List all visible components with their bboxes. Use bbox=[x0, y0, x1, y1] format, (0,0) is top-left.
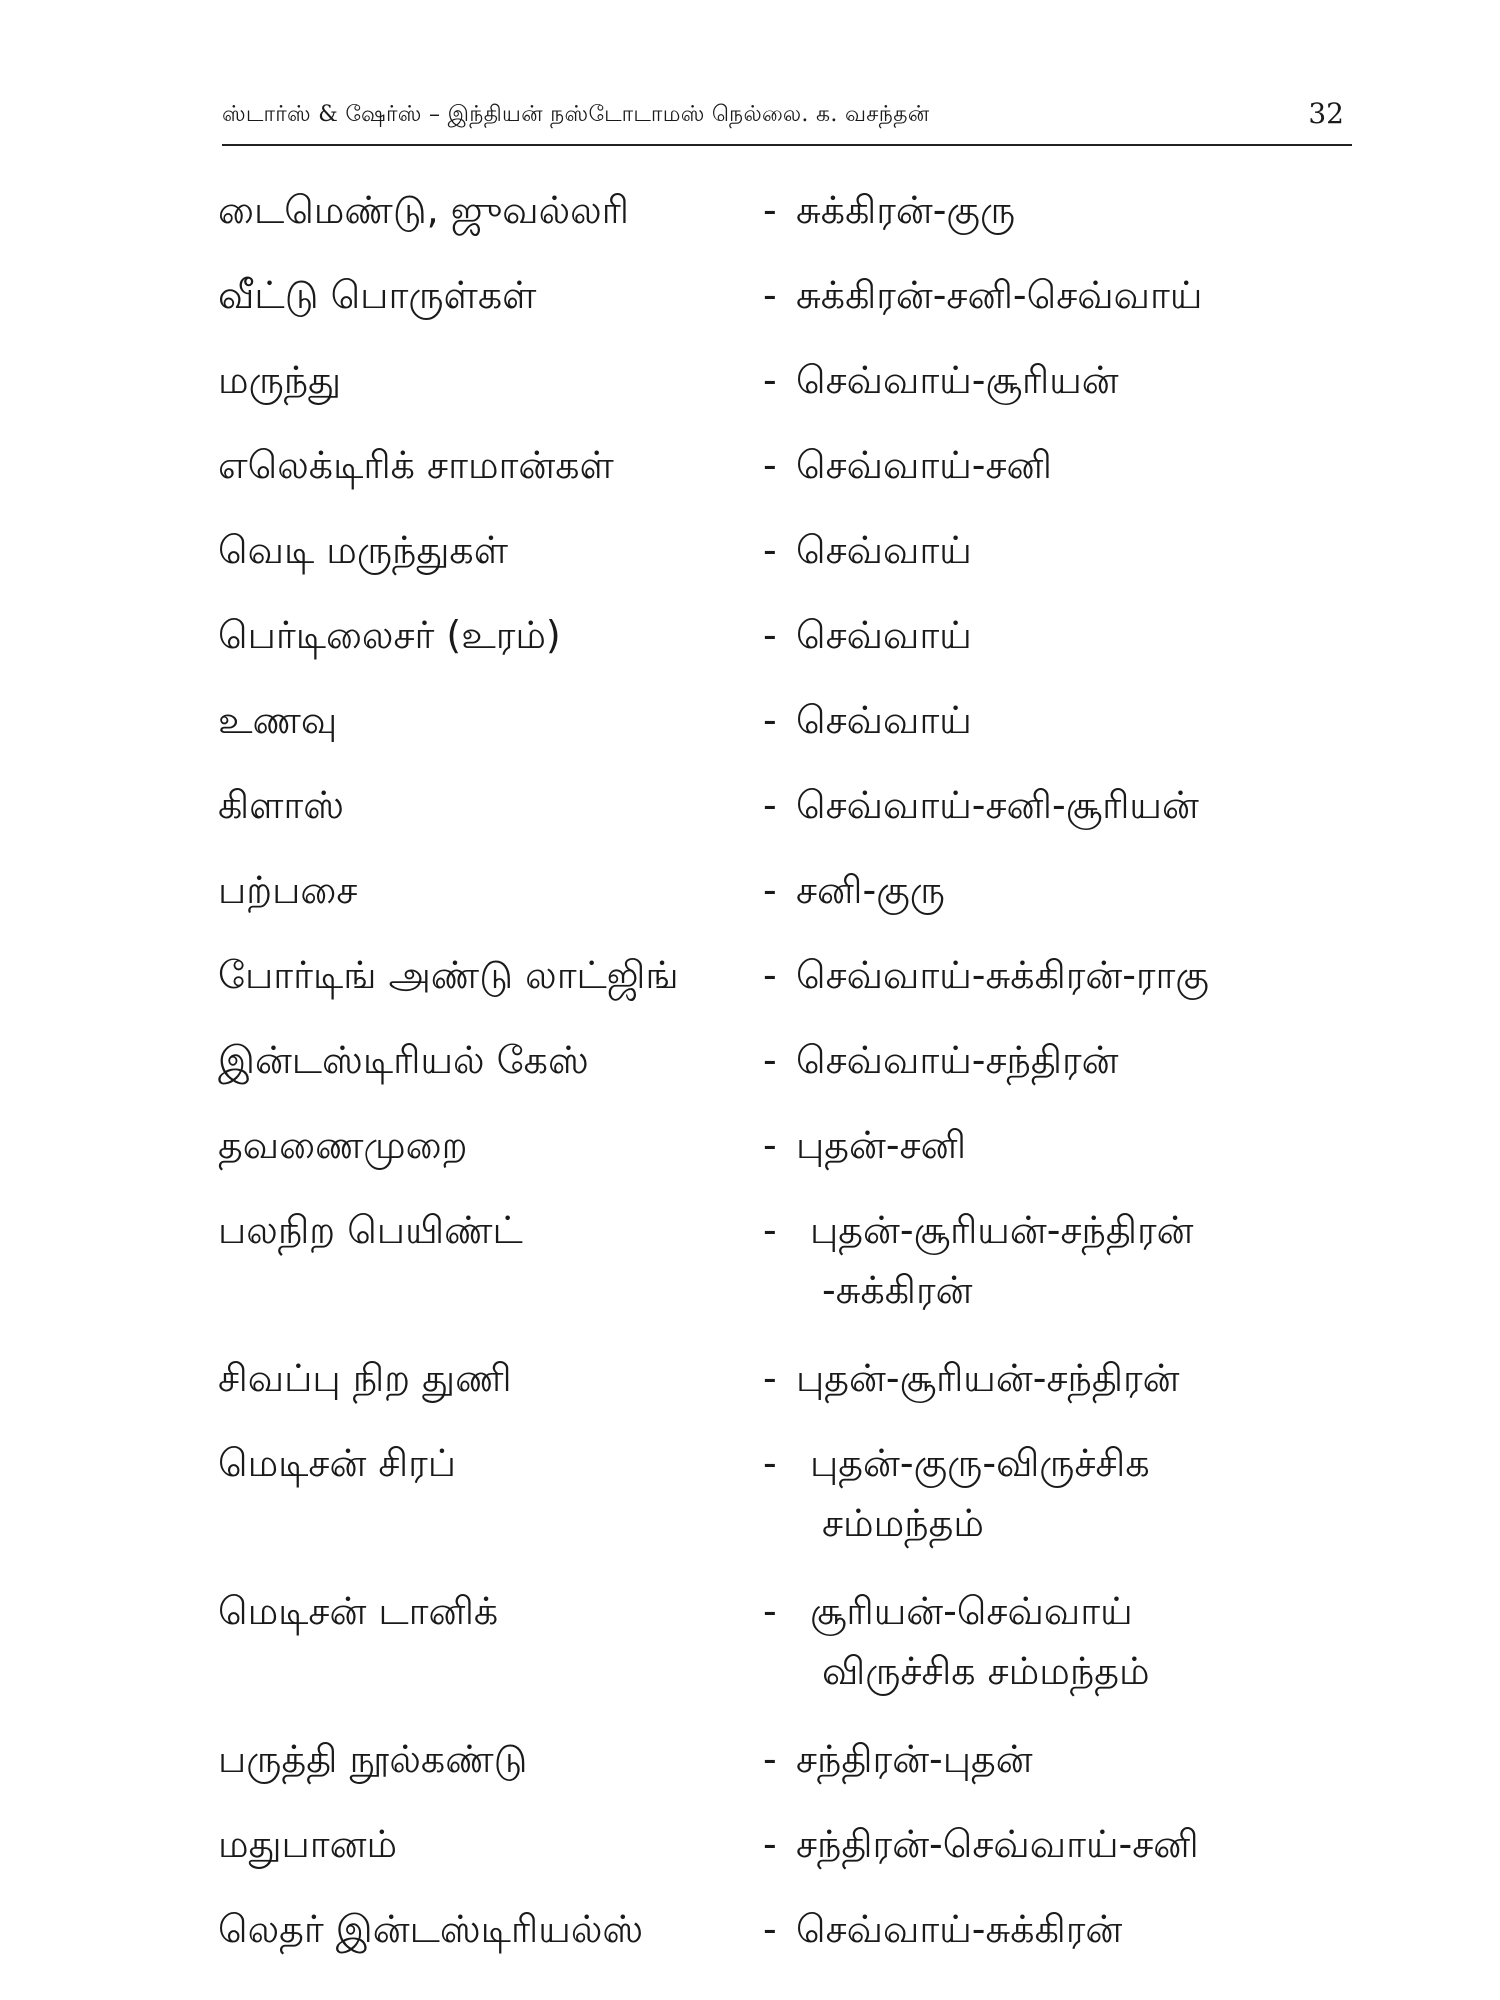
item-label: போர்டிங் அண்டு லாட்ஜிங் bbox=[218, 953, 679, 997]
planet-combination bbox=[796, 1899, 1122, 1959]
separator-dash: - bbox=[763, 783, 777, 827]
list-item bbox=[218, 350, 1358, 435]
item-label: வெடி மருந்துகள் bbox=[218, 528, 508, 572]
planet-combination-line: செவ்வாய்-சனி bbox=[796, 443, 1052, 487]
separator-dash: - bbox=[763, 1907, 777, 1951]
planet-combination-line: சுக்கிரன்-சனி-செவ்வாய் bbox=[796, 273, 1203, 317]
planet-combination-line: -சுக்கிரன் bbox=[822, 1268, 973, 1312]
page-number: 32 bbox=[1308, 97, 1344, 130]
separator-dash: - bbox=[763, 1589, 777, 1633]
planet-combination bbox=[796, 690, 972, 750]
planet-combination bbox=[796, 520, 972, 580]
item-label: பலநிற பெயிண்ட் bbox=[218, 1208, 523, 1252]
planet-combination-line: சந்திரன்-புதன் bbox=[796, 1737, 1033, 1781]
page-header bbox=[222, 88, 1352, 140]
list-item bbox=[218, 265, 1358, 350]
list-item bbox=[218, 860, 1358, 945]
planet-combination bbox=[796, 1030, 1119, 1090]
separator-dash: - bbox=[763, 613, 777, 657]
planet-combination-line: சனி-குரு bbox=[796, 868, 945, 912]
item-label: இன்டஸ்டிரியல் கேஸ் bbox=[218, 1038, 589, 1082]
separator-dash: - bbox=[763, 868, 777, 912]
list-item bbox=[218, 1030, 1358, 1115]
planet-combination bbox=[796, 860, 945, 920]
list-item bbox=[218, 1581, 1358, 1729]
planet-combination-line: புதன்-சூரியன்-சந்திரன் bbox=[796, 1356, 1180, 1400]
planet-combination bbox=[810, 1200, 1194, 1320]
separator-dash: - bbox=[763, 358, 777, 402]
item-label: பெர்டிலைசர் (உரம்) bbox=[218, 613, 561, 657]
separator-dash: - bbox=[763, 1038, 777, 1082]
planet-combination bbox=[796, 1115, 966, 1175]
item-label: லெதர் இன்டஸ்டிரியல்ஸ் bbox=[218, 1907, 644, 1951]
planet-combination-line: செவ்வாய்-சூரியன் bbox=[796, 358, 1119, 402]
planet-combination bbox=[796, 180, 1015, 240]
planet-combination bbox=[796, 435, 1052, 495]
item-label: தவணைமுறை bbox=[218, 1123, 468, 1167]
planet-combination-line: புதன்-சூரியன்-சந்திரன் bbox=[810, 1208, 1194, 1252]
list-item bbox=[218, 1115, 1358, 1200]
planet-combination-line: விருச்சிக சம்மந்தம் bbox=[822, 1649, 1150, 1693]
list-item bbox=[218, 605, 1358, 690]
planet-combination bbox=[796, 1814, 1199, 1874]
planet-combination-line: புதன்-குரு-விருச்சிக bbox=[810, 1441, 1150, 1485]
list-item bbox=[218, 1899, 1358, 1984]
planet-combination bbox=[810, 1433, 1150, 1553]
list-item bbox=[218, 1433, 1358, 1581]
planet-combination-line: சம்மந்தம் bbox=[822, 1501, 984, 1545]
list-item bbox=[218, 435, 1358, 520]
separator-dash: - bbox=[763, 1356, 777, 1400]
planet-combination-line: செவ்வாய் bbox=[796, 698, 972, 742]
list-item bbox=[218, 1814, 1358, 1899]
correspondence-list bbox=[218, 180, 1358, 1984]
list-item bbox=[218, 520, 1358, 605]
planet-combination bbox=[796, 605, 972, 665]
planet-combination bbox=[796, 1729, 1033, 1789]
separator-dash: - bbox=[763, 1737, 777, 1781]
separator-dash: - bbox=[763, 1822, 777, 1866]
item-label: வீட்டு பொருள்கள் bbox=[218, 273, 537, 317]
planet-combination-line: செவ்வாய்-சந்திரன் bbox=[796, 1038, 1119, 1082]
separator-dash: - bbox=[763, 1208, 777, 1252]
item-label: மெடிசன் டானிக் bbox=[218, 1589, 499, 1633]
planet-combination-line: சந்திரன்-செவ்வாய்-சனி bbox=[796, 1822, 1199, 1866]
planet-combination bbox=[810, 1581, 1150, 1701]
running-title: ஸ்டார்ஸ் & ஷேர்ஸ் – இந்தியன் நஸ்டோடாமஸ் நெல்லை. க. வசந்தன் bbox=[222, 102, 930, 127]
list-item bbox=[218, 690, 1358, 775]
separator-dash: - bbox=[763, 528, 777, 572]
item-label: பருத்தி நூல்கண்டு bbox=[218, 1737, 528, 1781]
planet-combination-line: செவ்வாய் bbox=[796, 528, 972, 572]
item-label: உணவு bbox=[218, 698, 338, 742]
planet-combination bbox=[796, 1348, 1180, 1408]
separator-dash: - bbox=[763, 273, 777, 317]
planet-combination-line: செவ்வாய்-சனி-சூரியன் bbox=[796, 783, 1199, 827]
planet-combination-line: செவ்வாய் bbox=[796, 613, 972, 657]
planet-combination-line: புதன்-சனி bbox=[796, 1123, 967, 1167]
separator-dash: - bbox=[763, 188, 777, 232]
item-label: எலெக்டிரிக் சாமான்கள் bbox=[218, 443, 614, 487]
list-item bbox=[218, 180, 1358, 265]
planet-combination-line: செவ்வாய்-சுக்கிரன்-ராகு bbox=[796, 953, 1209, 997]
planet-combination bbox=[796, 350, 1119, 410]
planet-combination bbox=[796, 775, 1199, 835]
list-item bbox=[218, 775, 1358, 860]
list-item bbox=[218, 1729, 1358, 1814]
item-label: மருந்து bbox=[218, 358, 342, 402]
planet-combination-line: சுக்கிரன்-குரு bbox=[796, 188, 1016, 232]
list-item bbox=[218, 945, 1358, 1030]
separator-dash: - bbox=[763, 698, 777, 742]
separator-dash: - bbox=[763, 1123, 777, 1167]
separator-dash: - bbox=[763, 1441, 777, 1485]
planet-combination bbox=[796, 265, 1202, 325]
list-item bbox=[218, 1200, 1358, 1348]
planet-combination bbox=[796, 945, 1209, 1005]
item-label: மதுபானம் bbox=[218, 1822, 398, 1866]
item-label: மெடிசன் சிரப் bbox=[218, 1441, 457, 1485]
planet-combination-line: சூரியன்-செவ்வாய் bbox=[810, 1589, 1133, 1633]
item-label: டைமெண்டு, ஜுவல்லரி bbox=[218, 188, 630, 232]
item-label: பற்பசை bbox=[218, 868, 358, 912]
header-rule bbox=[222, 144, 1352, 146]
list-item bbox=[218, 1348, 1358, 1433]
item-label: சிவப்பு நிற துணி bbox=[218, 1356, 512, 1400]
separator-dash: - bbox=[763, 443, 777, 487]
item-label: கிளாஸ் bbox=[218, 783, 345, 827]
planet-combination-line: செவ்வாய்-சுக்கிரன் bbox=[796, 1907, 1123, 1951]
separator-dash: - bbox=[763, 953, 777, 997]
